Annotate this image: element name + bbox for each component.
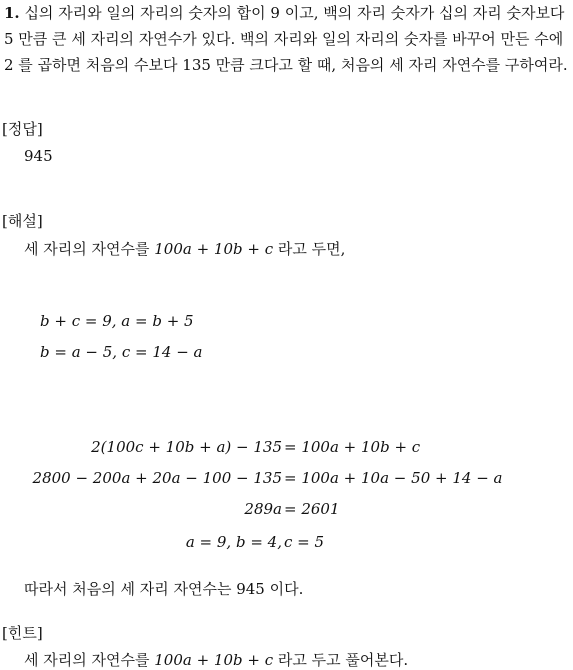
problem-text: 십의 자리와 일의 자리의 숫자의 합이 9 이고, 백의 자리 숫자가 십의 자리 숫자보다 5 만큼 큰 세 자리의 자연수가 있다. 백의 자리와 일의 자리의 숫자를 바꾸어 만든 수에 2 를 곱하면 처음의 수보다 135 만큼 크다고 할 때, 처음의 세 자리 자연수를 구하여라. — [4, 4, 568, 74]
equation-1: b + c = 9, a = b + 5 — [40, 312, 194, 330]
system-row-2-rhs: = 100a + 10a − 50 + 14 − a — [284, 469, 503, 487]
problem-number: 1. — [4, 4, 20, 22]
equation-2: b = a − 5, c = 14 − a — [40, 343, 203, 361]
explanation-intro — [24, 238, 345, 259]
explanation-label: [해설] — [2, 212, 43, 230]
system-row-1-rhs: = 100a + 10b + c — [284, 438, 421, 456]
hint-label: [힌트] — [2, 624, 43, 642]
explanation-intro-suffix: 라고 두면, — [273, 240, 346, 258]
system-row-4-lhs: a = 9, b = 4, — [185, 533, 282, 551]
hint-text — [24, 649, 408, 670]
system-row-3-lhs: 289a — [244, 500, 282, 518]
explanation-intro-prefix: 세 자리의 자연수를 — [24, 240, 155, 258]
hint-prefix: 세 자리의 자연수를 — [24, 651, 155, 669]
explanation-conclusion: 따라서 처음의 세 자리 자연수는 945 이다. — [24, 580, 304, 598]
system-row-2-lhs: 2800 − 200a + 20a − 100 − 135 — [32, 469, 282, 487]
explanation-intro-expr: 100a + 10b + c — [154, 240, 274, 258]
hint-suffix: 라고 두고 풀어본다. — [273, 651, 409, 669]
system-row-1-lhs: 2(100c + 10b + a) − 135 — [91, 438, 282, 456]
problem-statement — [4, 0, 570, 78]
system-row-3-rhs: = 2601 — [284, 500, 340, 518]
system-row-4-rhs: c = 5 — [284, 533, 325, 551]
answer-label: [정답] — [2, 120, 43, 138]
answer-value: 945 — [24, 147, 53, 165]
hint-expr: 100a + 10b + c — [154, 651, 274, 669]
